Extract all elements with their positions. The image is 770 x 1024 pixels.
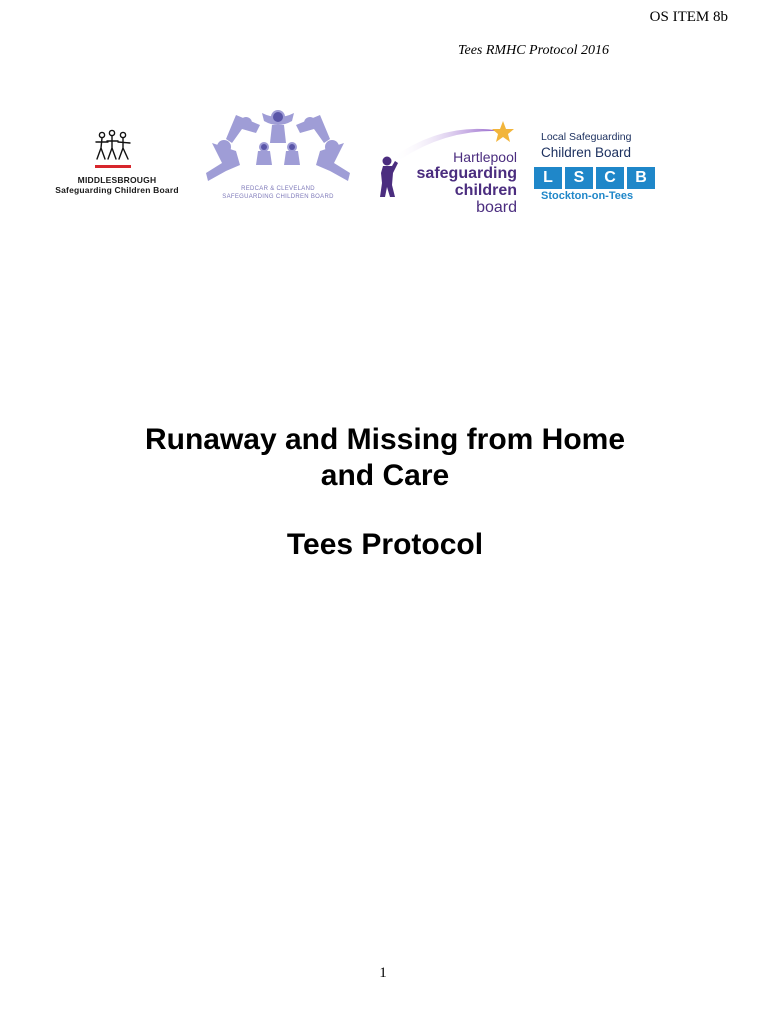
lscb-letter-l: L: [534, 167, 562, 189]
document-title-line1: Runaway and Missing from Home: [144, 423, 626, 456]
redcar-cleveland-logo: [202, 103, 354, 207]
stockton-lscb-logo: [531, 129, 657, 207]
lscb-letter-b: B: [627, 167, 655, 189]
hartlepool-safeguarding: safeguarding: [416, 165, 517, 182]
running-header: Tees RMHC Protocol 2016: [458, 43, 610, 58]
document-title: [0, 422, 770, 494]
hartlepool-children-board: [415, 182, 517, 216]
redcar-logo-text: [202, 185, 354, 201]
lscb-place: Stockton-on-Tees: [541, 190, 634, 202]
lscb-letter-c: C: [596, 167, 624, 189]
children-figures-icon: [52, 128, 182, 173]
lscb-letter-s: S: [565, 167, 593, 189]
middlesbrough-logo-text: [52, 175, 182, 195]
document-subtitle: Tees Protocol: [286, 528, 484, 561]
lscb-line2: Children Board: [541, 145, 632, 160]
item-label: OS ITEM 8b: [649, 9, 728, 25]
middlesbrough-logo: [52, 128, 182, 200]
lscb-letter-boxes: [534, 167, 655, 189]
middlesbrough-board: Safeguarding Children Board: [55, 185, 179, 195]
hartlepool-board: board: [476, 199, 517, 216]
children-circle-icon: [202, 103, 354, 187]
hartlepool-name: Hartlepool: [453, 149, 517, 165]
middlesbrough-name: MIDDLESBROUGH: [77, 175, 157, 185]
hartlepool-logo-text: [415, 149, 517, 216]
hartlepool-children: children: [454, 182, 517, 199]
hartlepool-logo: [375, 117, 525, 216]
lscb-line1: Local Safeguarding: [541, 131, 632, 143]
document-title-line2: and Care: [320, 459, 450, 492]
page-number: 1: [379, 965, 387, 981]
redcar-board: SAFEGUARDING CHILDREN BOARD: [222, 194, 334, 200]
redcar-name: REDCAR & CLEVELAND: [241, 186, 315, 192]
